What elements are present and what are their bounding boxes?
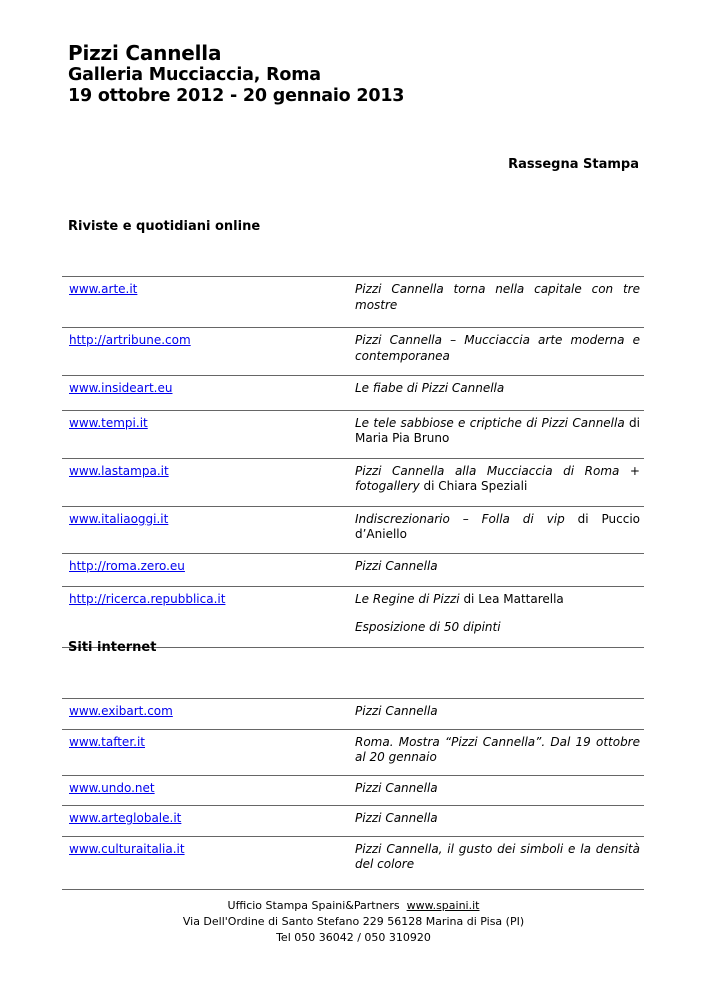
press-article-cell: [355, 328, 644, 376]
press-row: [62, 553, 644, 587]
footer: [0, 898, 707, 946]
article-author: di Puccio d’Aniello: [355, 511, 640, 541]
article-title: Pizzi Cannella alla Mucciaccia di Roma + fotogallery: [355, 463, 640, 493]
article-title: Pizzi Cannella: [355, 811, 438, 825]
press-url-cell: [62, 277, 355, 328]
footer-phone: Tel 050 36042 / 050 310920: [276, 931, 431, 944]
footer-office: Ufficio Stampa Spaini&Partners: [227, 899, 400, 912]
press-url-link[interactable]: www.culturaitalia.it: [69, 841, 185, 856]
article-title: Pizzi Cannella: [355, 558, 438, 573]
press-article-cell: [355, 729, 644, 775]
gallery-name: Galleria Mucciaccia, Roma: [68, 65, 321, 85]
press-url-cell: [62, 328, 355, 376]
press-url-link[interactable]: www.arteglobale.it: [69, 811, 182, 825]
rassegna-stampa-heading: Rassegna Stampa: [508, 157, 639, 172]
press-row: [62, 410, 644, 458]
press-url-link[interactable]: http://roma.zero.eu: [69, 558, 185, 573]
press-url-cell: [62, 806, 355, 837]
article-author: di Maria Pia Bruno: [355, 415, 641, 445]
press-url-link[interactable]: www.italiaoggi.it: [69, 511, 169, 526]
press-row: [62, 836, 644, 889]
exhibition-dates: 19 ottobre 2012 - 20 gennaio 2013: [68, 86, 405, 106]
article-author: di Lea Mattarella: [459, 592, 564, 606]
footer-line-office: [0, 898, 707, 914]
section-title-online: Riviste e quotidiani online: [68, 219, 261, 234]
press-url-link[interactable]: www.exibart.com: [69, 704, 173, 718]
press-row: [62, 277, 644, 328]
press-article-cell: [355, 376, 644, 411]
article-title: Roma. Mostra “Pizzi Cannella”. Dal 19 ottobre al 20 gennaio: [355, 734, 640, 764]
press-url-cell: [62, 376, 355, 411]
document-title: Pizzi Cannella: [68, 41, 222, 65]
press-url-link[interactable]: http://ricerca.repubblica.it: [69, 592, 226, 606]
press-row: [62, 729, 644, 775]
article-title: Pizzi Cannella torna nella capitale con tre mostre: [355, 282, 640, 312]
article-author: di Chiara Speziali: [419, 479, 528, 493]
press-url-link[interactable]: http://artribune.com: [69, 333, 191, 347]
article-subtitle: Esposizione di 50 dipinti: [355, 619, 501, 634]
press-article-cell: [355, 699, 644, 730]
article-title: Pizzi Cannella: [355, 704, 438, 718]
press-article-cell: [355, 806, 644, 837]
press-row: [62, 506, 644, 553]
press-row: [62, 806, 644, 837]
article-title: Le fiabe di Pizzi Cannella: [355, 381, 505, 395]
article-title: Le tele sabbiose e criptiche di Pizzi Cannella: [355, 415, 625, 430]
press-url-link[interactable]: www.insideart.eu: [69, 381, 173, 395]
press-table-siti: [62, 698, 644, 890]
press-url-link[interactable]: www.arte.it: [69, 282, 138, 296]
press-url-cell: [62, 506, 355, 553]
article-title: Le Regine di Pizzi: [355, 592, 460, 606]
press-url-link[interactable]: www.tempi.it: [69, 415, 148, 430]
press-article-cell: [355, 410, 644, 458]
document-header: [68, 41, 404, 107]
footer-website-link[interactable]: www.spaini.it: [406, 899, 480, 912]
press-row: [62, 775, 644, 806]
press-url-cell: [62, 458, 355, 506]
press-row: [62, 699, 644, 730]
press-url-link[interactable]: www.tafter.it: [69, 734, 146, 749]
press-url-link[interactable]: www.lastampa.it: [69, 463, 169, 478]
press-row: [62, 458, 644, 506]
article-title: Pizzi Cannella: [355, 780, 438, 795]
press-row: [62, 587, 644, 648]
footer-address: Via Dell'Ordine di Santo Stefano 229 56128 Marina di Pisa (PI): [182, 915, 525, 928]
press-table-online: [62, 276, 644, 648]
press-article-cell: [355, 775, 644, 806]
press-row: [62, 328, 644, 376]
press-row: [62, 376, 644, 411]
press-article-cell: [355, 553, 644, 587]
article-title: Pizzi Cannella – Mucciaccia arte moderna e contemporanea: [355, 333, 640, 363]
press-url-cell: [62, 587, 355, 648]
article-title: Pizzi Cannella, il gusto dei simboli e la densità del colore: [355, 841, 640, 871]
press-url-cell: [62, 775, 355, 806]
section-title-siti: Siti internet: [68, 640, 157, 655]
press-article-cell: [355, 277, 644, 328]
press-article-cell: [355, 458, 644, 506]
press-article-cell: [355, 506, 644, 553]
press-url-cell: [62, 699, 355, 730]
article-title: Indiscrezionario – Folla di vip: [355, 511, 565, 526]
press-url-link[interactable]: www.undo.net: [69, 780, 155, 795]
press-url-cell: [62, 836, 355, 889]
press-url-cell: [62, 410, 355, 458]
press-url-cell: [62, 553, 355, 587]
press-article-cell: [355, 587, 644, 648]
press-url-cell: [62, 729, 355, 775]
press-article-cell: [355, 836, 644, 889]
